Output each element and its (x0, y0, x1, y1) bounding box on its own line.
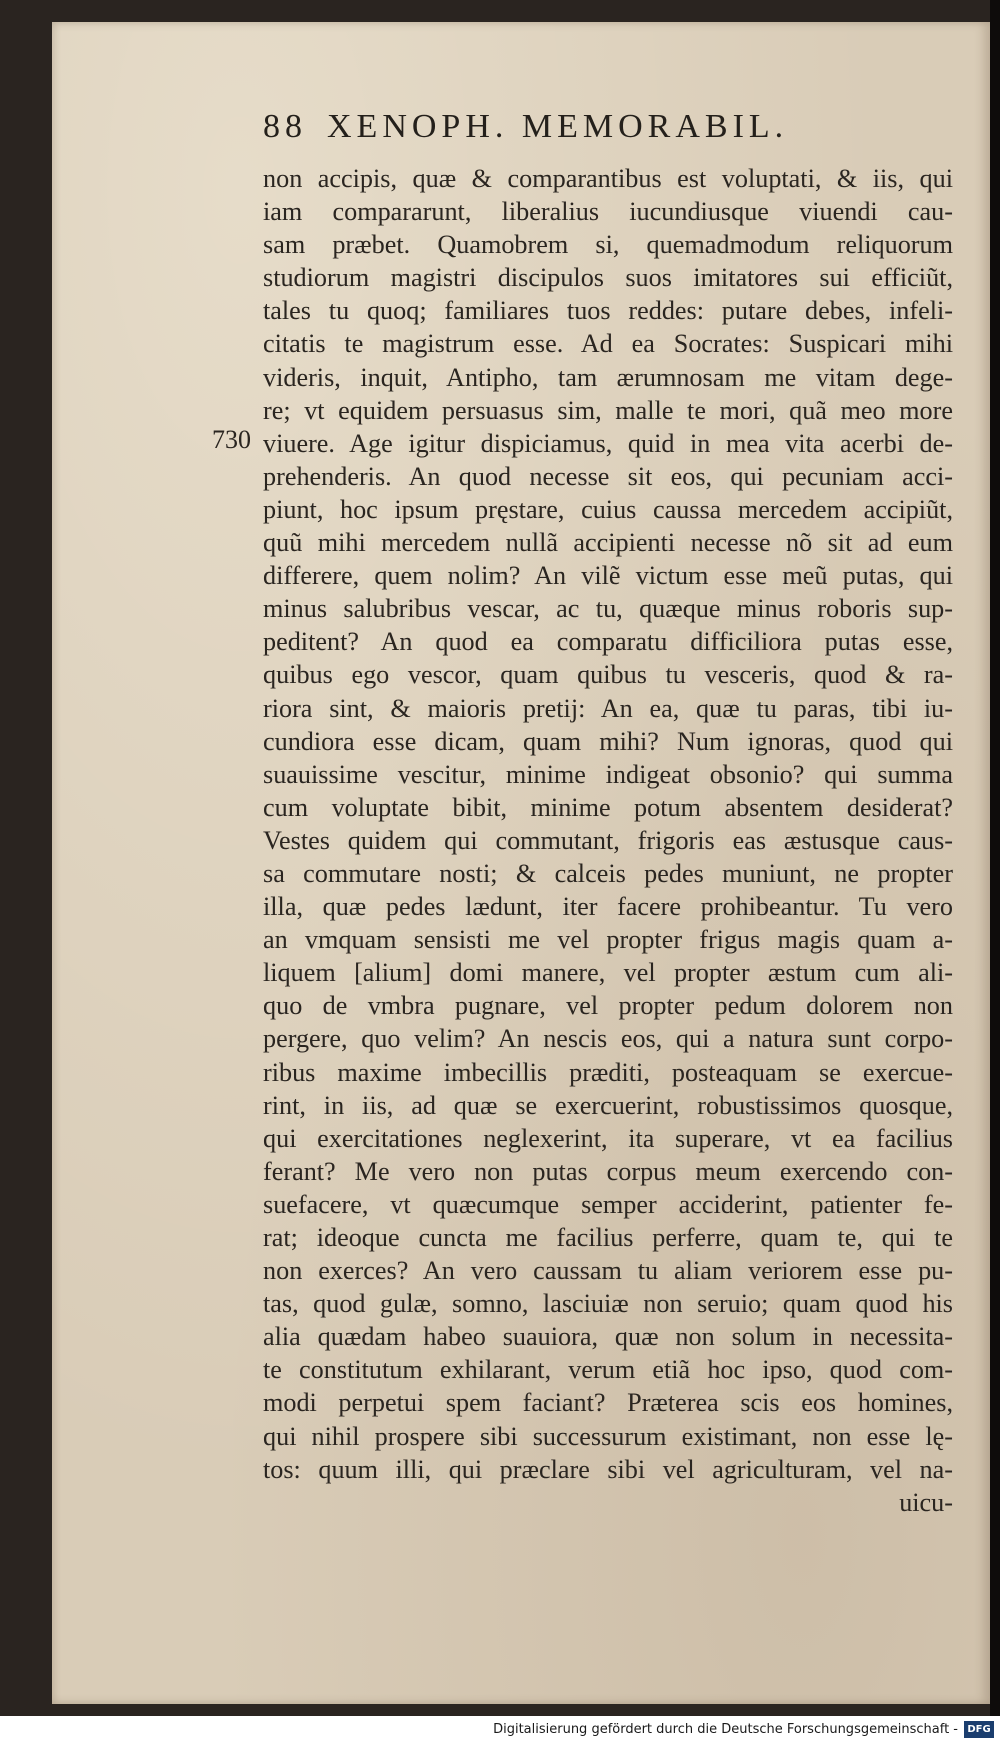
running-head (263, 108, 843, 156)
text-line: quo de vmbra pugnare, vel propter pedum dolorem non (263, 991, 953, 1021)
text-line: sam præbet. Quamobrem si, quemadmodum reliquorum (263, 230, 953, 260)
text-line: minus salubribus vescar, ac tu, quæque minus roboris sup- (263, 594, 953, 624)
text-line: riora sint, & maioris pretij: An ea, quæ tu paras, tibi iu- (263, 693, 953, 723)
text-line: suefacere, vt quæcumque semper acciderint, patienter fe- (263, 1189, 953, 1219)
text-line: videris, inquit, Antipho, tam ærumnosam me vitam dege- (263, 362, 953, 392)
text-line: rint, in iis, ad quæ se exercuerint, robustissimos quosque, (263, 1090, 953, 1120)
text-line: modi perpetui spem faciant? Præterea scis eos homines, (263, 1388, 953, 1418)
text-line: viuere. Age igitur dispiciamus, quid in mea vita acerbi de- (263, 428, 953, 458)
text-line: studiorum magistri discipulos suos imitatores sui efficiũt, (263, 263, 953, 293)
text-line: alia quædam habeo suauiora, quæ non solum in necessita- (263, 1322, 953, 1352)
text-line: prehenderis. An quod necesse sit eos, qui pecuniam acci- (263, 461, 953, 491)
running-title: XENOPH. MEMORABIL. (327, 108, 789, 145)
text-line: ferant? Me vero non putas corpus meum exercendo con- (263, 1156, 953, 1186)
text-line: peditent? An quod ea comparatu difficiliora putas esse, (263, 627, 953, 657)
body-text (263, 162, 953, 1519)
footer-bar (0, 1716, 1000, 1745)
funding-note: Digitalisierung gefördert durch die Deutsche Forschungsgemeinschaft - (493, 1722, 958, 1737)
dfg-logo: DFG (964, 1721, 994, 1738)
scan-edge (990, 0, 1000, 1745)
text-line: re; vt equidem persuasus sim, malle te mori, quã meo more (263, 395, 953, 425)
text-line: non accipis, quæ & comparantibus est voluptati, & iis, qui (263, 164, 953, 193)
text-line: differere, quem nolim? An vilẽ victum esse meũ putas, qui (263, 561, 953, 591)
text-line: non exerces? An vero caussam tu aliam veriorem esse pu- (263, 1256, 953, 1286)
text-line: ribus maxime imbecillis præditi, posteaquam se exercue- (263, 1057, 953, 1087)
margin-line-number: 730 (212, 425, 251, 454)
page-number: 88 (263, 108, 307, 145)
text-line: an vmquam sensisti me vel propter frigus magis quam a- (263, 925, 953, 955)
text-line: cundiora esse dicam, quam mihi? Num ignoras, quod qui (263, 726, 953, 756)
text-line: quibus ego vescor, quam quibus tu vesceris, quod & ra- (263, 660, 953, 690)
text-line: suauissime vescitur, minime indigeat obsonio? qui summa (263, 759, 953, 789)
text-line: liquem [alium] domi manere, vel propter æstum cum ali- (263, 958, 953, 988)
text-line: citatis te magistrum esse. Ad ea Socrates: Suspicari mihi (263, 329, 953, 359)
text-line: cum voluptate bibit, minime potum absentem desiderat? (263, 792, 953, 822)
text-line: qui nihil prospere sibi successurum existimant, non esse lę- (263, 1421, 953, 1451)
text-line: qui exercitationes neglexerint, ita superare, vt ea facilius (263, 1123, 953, 1153)
text-line: rat; ideoque cuncta me facilius perferre, quam te, qui te (263, 1223, 953, 1252)
text-line: uicu- (899, 1487, 953, 1517)
text-line: piunt, hoc ipsum pręstare, cuius caussa mercedem accipiũt, (263, 494, 953, 524)
text-line: illa, quæ pedes lædunt, iter facere prohibeantur. Tu vero (263, 892, 953, 922)
text-line: tos: quum illi, qui præclare sibi vel agriculturam, vel na- (263, 1454, 953, 1484)
text-line: Vestes quidem qui commutant, frigoris eas æstusque caus- (263, 825, 953, 855)
text-line: quũ mihi mercedem nullã accipienti necesse nõ sit ad eum (263, 528, 953, 558)
text-line: te constitutum exhilarant, verum etiã hoc ipso, quod com- (263, 1355, 953, 1385)
text-line: tales tu quoq; familiares tuos reddes: putare debes, infeli- (263, 296, 953, 326)
text-line: iam compararunt, liberalius iucundiusque viuendi cau- (263, 197, 953, 227)
text-line: tas, quod gulæ, somno, lasciuiæ non seruio; quam quod his (263, 1289, 953, 1319)
text-line: pergere, quo velim? An nescis eos, qui a natura sunt corpo- (263, 1024, 953, 1054)
text-line: sa commutare nosti; & calceis pedes muniunt, ne propter (263, 858, 953, 888)
